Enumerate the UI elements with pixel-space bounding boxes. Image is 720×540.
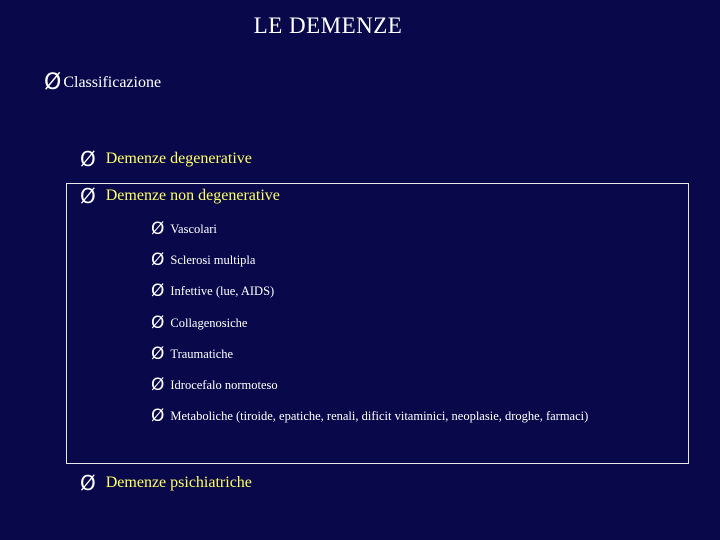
arrow-bullet-icon: Ø: [151, 375, 165, 395]
sub-list-item: [151, 375, 278, 395]
arrow-bullet-icon: Ø: [80, 184, 96, 208]
sub-list-item-label: Infettive (lue, AIDS): [170, 283, 275, 298]
sub-list-item-label: Idrocefalo normoteso: [170, 377, 278, 392]
sub-list-item: [151, 250, 255, 270]
sub-list-item: [151, 219, 217, 239]
arrow-bullet-icon: Ø: [44, 70, 62, 95]
sub-list-item: [151, 406, 588, 426]
arrow-bullet-icon: Ø: [151, 313, 165, 333]
section-heading: Classificazione: [63, 73, 162, 91]
list-item: [80, 147, 252, 171]
list-item-label: Demenze non degenerative: [105, 187, 280, 204]
list-item-label: Demenze degenerative: [105, 150, 252, 167]
sub-list-item: [151, 344, 233, 364]
slide-title: LE DEMENZE: [253, 13, 403, 38]
sub-list-item-label: Metaboliche (tiroide, epatiche, renali, dificit vitaminici, neoplasie, droghe, farmaci): [170, 408, 589, 423]
list-item: [80, 184, 280, 208]
sub-list-item: [151, 281, 274, 301]
arrow-bullet-icon: Ø: [80, 147, 96, 171]
sub-list-item: [151, 313, 247, 333]
list-item: [80, 471, 252, 495]
arrow-bullet-icon: Ø: [151, 219, 165, 239]
sub-list-item-label: Collagenosiche: [170, 315, 248, 330]
sub-list-item-label: Traumatiche: [170, 346, 234, 361]
heading-row: [44, 70, 161, 95]
sub-list-item-label: Sclerosi multipla: [170, 252, 256, 267]
arrow-bullet-icon: Ø: [151, 406, 165, 426]
list-item-label: Demenze psichiatriche: [105, 474, 252, 491]
arrow-bullet-icon: Ø: [151, 281, 165, 301]
sub-list-item-label: Vascolari: [170, 221, 217, 236]
arrow-bullet-icon: Ø: [151, 344, 165, 364]
arrow-bullet-icon: Ø: [80, 471, 96, 495]
arrow-bullet-icon: Ø: [151, 250, 165, 270]
